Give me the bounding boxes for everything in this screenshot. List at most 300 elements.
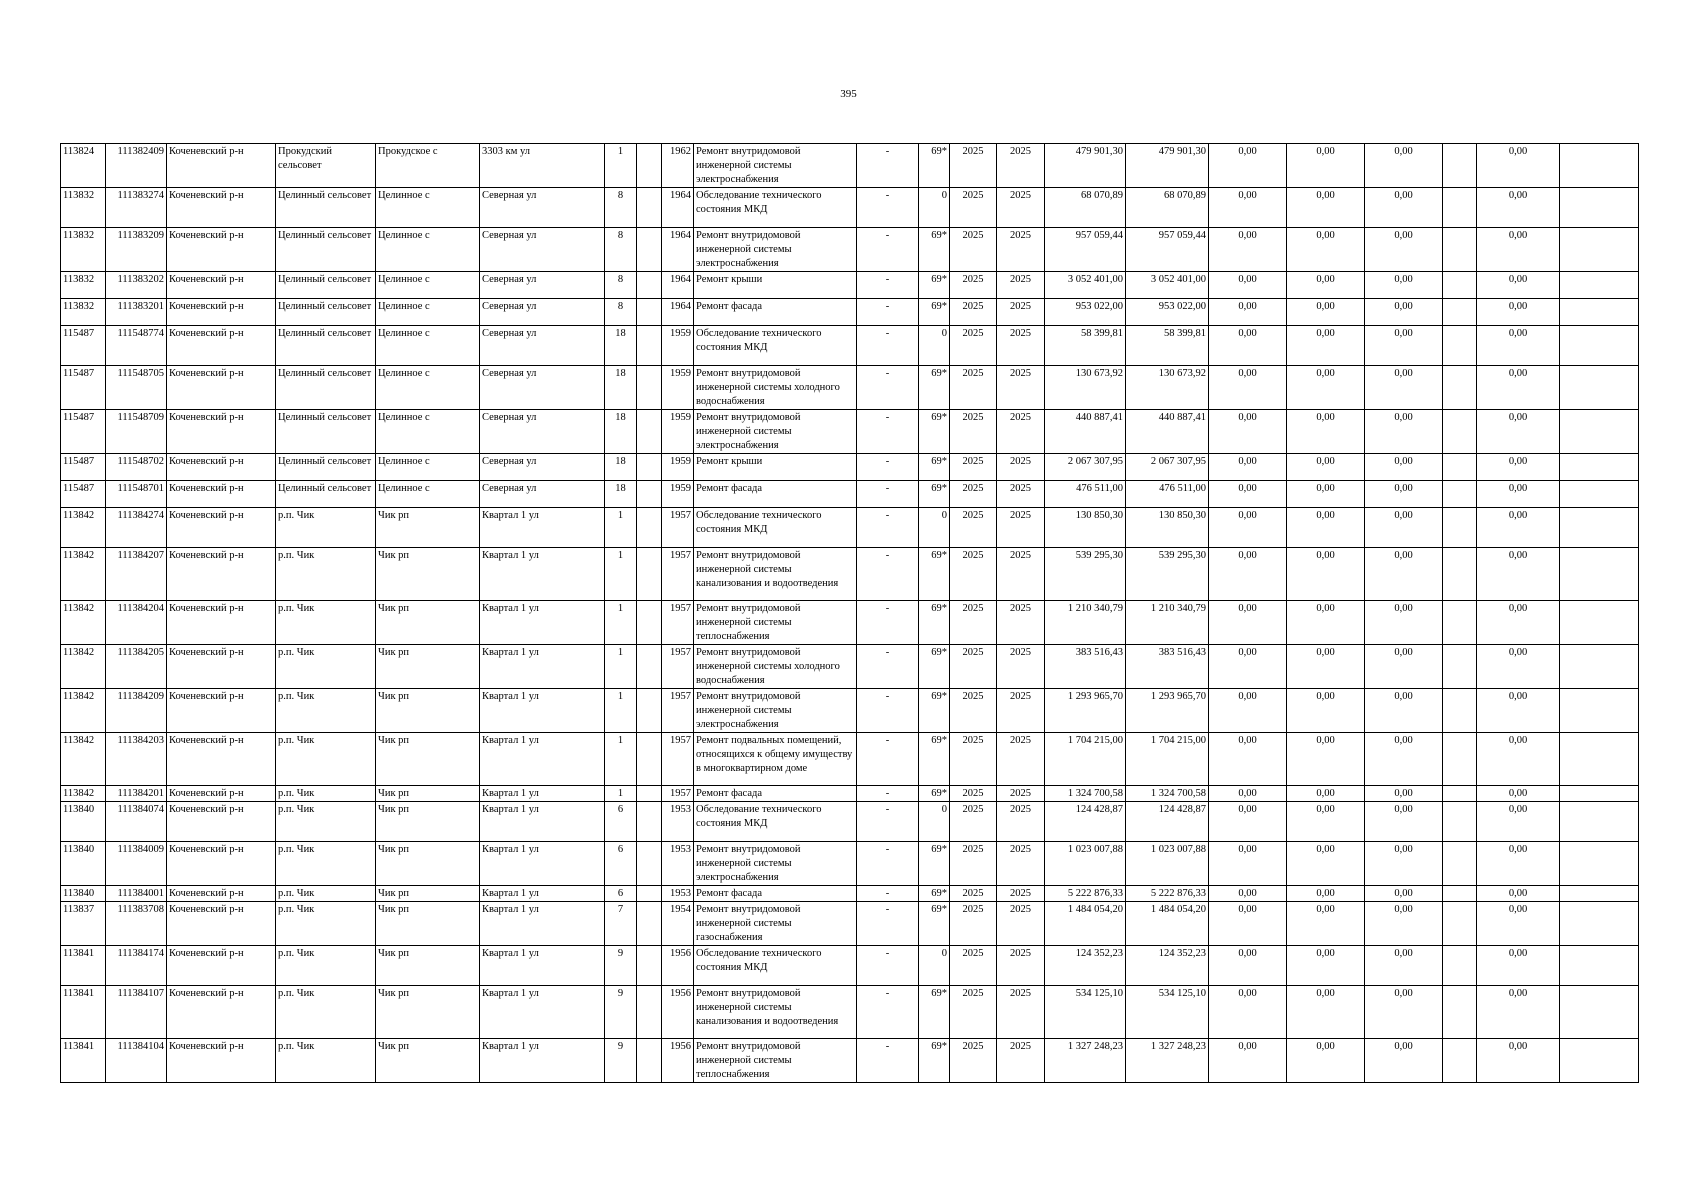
cell-col-20 — [1443, 902, 1477, 946]
cell-budget-3: 0,00 — [1365, 272, 1443, 299]
cell-district: Коченевский р-н — [167, 188, 276, 228]
table-row — [61, 326, 1639, 366]
cell-budget-3: 0,00 — [1365, 689, 1443, 733]
cell-col-20 — [1443, 410, 1477, 454]
cell-col-22 — [1560, 802, 1639, 842]
cell-district: Коченевский р-н — [167, 326, 276, 366]
cell-budget-1: 0,00 — [1209, 188, 1287, 228]
cell-col-12: 69* — [919, 299, 950, 326]
table-row — [61, 946, 1639, 986]
cell-street: 3303 км ул — [480, 144, 605, 188]
cell-fund-cost: 440 887,41 — [1126, 410, 1209, 454]
cell-total-cost: 440 887,41 — [1045, 410, 1126, 454]
cell-work-type: Ремонт внутридомовой инженерной системы канализования и водоотведения — [694, 548, 857, 601]
cell-budget-4: 0,00 — [1477, 946, 1560, 986]
cell-budget-1: 0,00 — [1209, 326, 1287, 366]
cell-budget-3: 0,00 — [1365, 1039, 1443, 1083]
cell-work-id: 111384203 — [106, 733, 167, 786]
cell-house-number: 9 — [605, 1039, 637, 1083]
cell-district: Коченевский р-н — [167, 272, 276, 299]
cell-year-built: 1957 — [662, 689, 694, 733]
cell-house-number: 9 — [605, 986, 637, 1039]
cell-budget-4: 0,00 — [1477, 1039, 1560, 1083]
cell-budget-1: 0,00 — [1209, 946, 1287, 986]
cell-col-11: - — [857, 508, 919, 548]
cell-budget-3: 0,00 — [1365, 601, 1443, 645]
cell-col-20 — [1443, 272, 1477, 299]
cell-fund-cost: 383 516,43 — [1126, 645, 1209, 689]
cell-district: Коченевский р-н — [167, 886, 276, 902]
cell-total-cost: 130 673,92 — [1045, 366, 1126, 410]
cell-street: Квартал 1 ул — [480, 786, 605, 802]
table-row — [61, 481, 1639, 508]
cell-col-11: - — [857, 481, 919, 508]
cell-house-number: 1 — [605, 144, 637, 188]
cell-end-year: 2025 — [997, 454, 1045, 481]
cell-col-12: 0 — [919, 802, 950, 842]
cell-house-number: 1 — [605, 689, 637, 733]
cell-work-type: Обследование технического состояния МКД — [694, 188, 857, 228]
cell-budget-1: 0,00 — [1209, 986, 1287, 1039]
cell-work-id: 111384204 — [106, 601, 167, 645]
cell-fund-cost: 124 352,23 — [1126, 946, 1209, 986]
cell-budget-2: 0,00 — [1287, 601, 1365, 645]
cell-house-id: 115487 — [61, 454, 106, 481]
cell-start-year: 2025 — [950, 144, 997, 188]
cell-col-11: - — [857, 188, 919, 228]
cell-col-12: 69* — [919, 144, 950, 188]
cell-street: Северная ул — [480, 272, 605, 299]
cell-total-cost: 3 052 401,00 — [1045, 272, 1126, 299]
cell-budget-2: 0,00 — [1287, 410, 1365, 454]
cell-district: Коченевский р-н — [167, 481, 276, 508]
cell-district: Коченевский р-н — [167, 689, 276, 733]
cell-municipality: Целинный сельсовет — [276, 188, 376, 228]
cell-col-12: 69* — [919, 645, 950, 689]
cell-settlement: Целинное с — [376, 454, 480, 481]
cell-street: Квартал 1 ул — [480, 601, 605, 645]
cell-district: Коченевский р-н — [167, 454, 276, 481]
cell-col-11: - — [857, 986, 919, 1039]
cell-fund-cost: 68 070,89 — [1126, 188, 1209, 228]
cell-fund-cost: 2 067 307,95 — [1126, 454, 1209, 481]
cell-building — [637, 508, 662, 548]
cell-start-year: 2025 — [950, 326, 997, 366]
table-row — [61, 902, 1639, 946]
table-row — [61, 733, 1639, 786]
cell-house-id: 115487 — [61, 326, 106, 366]
cell-year-built: 1959 — [662, 481, 694, 508]
cell-budget-2: 0,00 — [1287, 733, 1365, 786]
cell-municipality: Прокудский сельсовет — [276, 144, 376, 188]
cell-street: Квартал 1 ул — [480, 548, 605, 601]
cell-start-year: 2025 — [950, 946, 997, 986]
cell-col-11: - — [857, 548, 919, 601]
cell-budget-2: 0,00 — [1287, 366, 1365, 410]
cell-budget-1: 0,00 — [1209, 228, 1287, 272]
cell-municipality: Целинный сельсовет — [276, 326, 376, 366]
cell-col-22 — [1560, 188, 1639, 228]
cell-budget-1: 0,00 — [1209, 144, 1287, 188]
cell-col-12: 69* — [919, 733, 950, 786]
cell-work-type: Обследование технического состояния МКД — [694, 802, 857, 842]
cell-house-id: 113832 — [61, 228, 106, 272]
cell-col-11: - — [857, 645, 919, 689]
cell-settlement: Чик рп — [376, 733, 480, 786]
cell-street: Квартал 1 ул — [480, 645, 605, 689]
cell-house-id: 115487 — [61, 366, 106, 410]
cell-house-number: 8 — [605, 299, 637, 326]
cell-work-type: Ремонт внутридомовой инженерной системы теплоснабжения — [694, 1039, 857, 1083]
cell-fund-cost: 58 399,81 — [1126, 326, 1209, 366]
cell-col-11: - — [857, 454, 919, 481]
cell-fund-cost: 1 293 965,70 — [1126, 689, 1209, 733]
cell-street: Квартал 1 ул — [480, 508, 605, 548]
cell-total-cost: 68 070,89 — [1045, 188, 1126, 228]
cell-year-built: 1964 — [662, 188, 694, 228]
cell-municipality: р.п. Чик — [276, 802, 376, 842]
cell-budget-2: 0,00 — [1287, 1039, 1365, 1083]
cell-budget-4: 0,00 — [1477, 228, 1560, 272]
cell-total-cost: 1 210 340,79 — [1045, 601, 1126, 645]
cell-street: Квартал 1 ул — [480, 733, 605, 786]
cell-fund-cost: 1 327 248,23 — [1126, 1039, 1209, 1083]
cell-fund-cost: 5 222 876,33 — [1126, 886, 1209, 902]
table-row — [61, 802, 1639, 842]
table-row — [61, 786, 1639, 802]
cell-municipality: Целинный сельсовет — [276, 272, 376, 299]
table-row — [61, 601, 1639, 645]
cell-settlement: Целинное с — [376, 228, 480, 272]
cell-start-year: 2025 — [950, 188, 997, 228]
cell-settlement: Чик рп — [376, 786, 480, 802]
cell-total-cost: 1 484 054,20 — [1045, 902, 1126, 946]
cell-budget-1: 0,00 — [1209, 786, 1287, 802]
cell-total-cost: 124 352,23 — [1045, 946, 1126, 986]
cell-col-12: 0 — [919, 188, 950, 228]
cell-col-20 — [1443, 366, 1477, 410]
cell-work-type: Ремонт фасада — [694, 299, 857, 326]
cell-district: Коченевский р-н — [167, 802, 276, 842]
cell-budget-1: 0,00 — [1209, 645, 1287, 689]
cell-district: Коченевский р-н — [167, 902, 276, 946]
cell-district: Коченевский р-н — [167, 548, 276, 601]
cell-col-22 — [1560, 454, 1639, 481]
cell-building — [637, 645, 662, 689]
cell-settlement: Чик рп — [376, 886, 480, 902]
cell-house-id: 113824 — [61, 144, 106, 188]
cell-district: Коченевский р-н — [167, 786, 276, 802]
cell-budget-1: 0,00 — [1209, 299, 1287, 326]
cell-work-type: Ремонт внутридомовой инженерной системы электроснабжения — [694, 842, 857, 886]
cell-col-11: - — [857, 946, 919, 986]
cell-settlement: Чик рп — [376, 601, 480, 645]
cell-budget-4: 0,00 — [1477, 986, 1560, 1039]
cell-budget-2: 0,00 — [1287, 689, 1365, 733]
cell-house-id: 113841 — [61, 1039, 106, 1083]
cell-end-year: 2025 — [997, 410, 1045, 454]
cell-year-built: 1953 — [662, 802, 694, 842]
cell-building — [637, 886, 662, 902]
cell-col-12: 69* — [919, 1039, 950, 1083]
cell-budget-1: 0,00 — [1209, 886, 1287, 902]
cell-fund-cost: 130 850,30 — [1126, 508, 1209, 548]
cell-budget-3: 0,00 — [1365, 986, 1443, 1039]
cell-total-cost: 479 901,30 — [1045, 144, 1126, 188]
cell-street: Квартал 1 ул — [480, 902, 605, 946]
cell-house-id: 113842 — [61, 786, 106, 802]
cell-col-22 — [1560, 689, 1639, 733]
cell-work-id: 111384074 — [106, 802, 167, 842]
cell-house-number: 8 — [605, 272, 637, 299]
cell-total-cost: 1 327 248,23 — [1045, 1039, 1126, 1083]
cell-building — [637, 326, 662, 366]
cell-settlement: Целинное с — [376, 188, 480, 228]
cell-building — [637, 902, 662, 946]
cell-total-cost: 383 516,43 — [1045, 645, 1126, 689]
cell-work-id: 111383708 — [106, 902, 167, 946]
cell-work-id: 111383209 — [106, 228, 167, 272]
cell-street: Северная ул — [480, 299, 605, 326]
cell-col-22 — [1560, 481, 1639, 508]
cell-settlement: Целинное с — [376, 481, 480, 508]
cell-col-12: 69* — [919, 410, 950, 454]
cell-street: Северная ул — [480, 481, 605, 508]
cell-col-22 — [1560, 366, 1639, 410]
cell-fund-cost: 539 295,30 — [1126, 548, 1209, 601]
cell-col-20 — [1443, 689, 1477, 733]
cell-start-year: 2025 — [950, 1039, 997, 1083]
table-row — [61, 986, 1639, 1039]
cell-start-year: 2025 — [950, 410, 997, 454]
cell-year-built: 1959 — [662, 454, 694, 481]
cell-budget-1: 0,00 — [1209, 689, 1287, 733]
cell-budget-4: 0,00 — [1477, 842, 1560, 886]
cell-budget-1: 0,00 — [1209, 733, 1287, 786]
cell-house-id: 113842 — [61, 548, 106, 601]
cell-budget-4: 0,00 — [1477, 733, 1560, 786]
cell-house-number: 1 — [605, 645, 637, 689]
cell-district: Коченевский р-н — [167, 733, 276, 786]
cell-work-type: Ремонт внутридомовой инженерной системы электроснабжения — [694, 228, 857, 272]
cell-municipality: р.п. Чик — [276, 645, 376, 689]
cell-col-11: - — [857, 733, 919, 786]
table-row — [61, 188, 1639, 228]
cell-house-id: 113840 — [61, 802, 106, 842]
cell-budget-2: 0,00 — [1287, 548, 1365, 601]
cell-col-11: - — [857, 366, 919, 410]
cell-house-number: 1 — [605, 601, 637, 645]
cell-budget-3: 0,00 — [1365, 410, 1443, 454]
cell-budget-2: 0,00 — [1287, 886, 1365, 902]
cell-building — [637, 144, 662, 188]
cell-col-22 — [1560, 886, 1639, 902]
cell-col-20 — [1443, 946, 1477, 986]
cell-budget-4: 0,00 — [1477, 886, 1560, 902]
cell-year-built: 1957 — [662, 508, 694, 548]
cell-end-year: 2025 — [997, 986, 1045, 1039]
cell-end-year: 2025 — [997, 902, 1045, 946]
cell-house-number: 1 — [605, 733, 637, 786]
cell-year-built: 1964 — [662, 272, 694, 299]
table-row — [61, 508, 1639, 548]
cell-col-20 — [1443, 548, 1477, 601]
cell-house-number: 6 — [605, 802, 637, 842]
cell-house-number: 8 — [605, 228, 637, 272]
cell-district: Коченевский р-н — [167, 601, 276, 645]
cell-budget-4: 0,00 — [1477, 299, 1560, 326]
cell-work-id: 111384209 — [106, 689, 167, 733]
cell-budget-2: 0,00 — [1287, 786, 1365, 802]
cell-work-type: Обследование технического состояния МКД — [694, 508, 857, 548]
cell-house-id: 113842 — [61, 733, 106, 786]
cell-year-built: 1959 — [662, 326, 694, 366]
cell-budget-3: 0,00 — [1365, 326, 1443, 366]
cell-house-id: 113841 — [61, 986, 106, 1039]
cell-budget-3: 0,00 — [1365, 902, 1443, 946]
cell-street: Квартал 1 ул — [480, 1039, 605, 1083]
cell-work-type: Ремонт внутридомовой инженерной системы канализования и водоотведения — [694, 986, 857, 1039]
cell-work-type: Ремонт внутридомовой инженерной системы холодного водоснабжения — [694, 366, 857, 410]
cell-col-12: 69* — [919, 986, 950, 1039]
table-row — [61, 548, 1639, 601]
cell-settlement: Прокудское с — [376, 144, 480, 188]
cell-building — [637, 228, 662, 272]
cell-end-year: 2025 — [997, 272, 1045, 299]
cell-municipality: р.п. Чик — [276, 601, 376, 645]
cell-col-12: 69* — [919, 601, 950, 645]
table-row — [61, 228, 1639, 272]
cell-end-year: 2025 — [997, 326, 1045, 366]
cell-work-type: Ремонт фасада — [694, 886, 857, 902]
cell-work-type: Ремонт внутридомовой инженерной системы теплоснабжения — [694, 601, 857, 645]
cell-fund-cost: 957 059,44 — [1126, 228, 1209, 272]
cell-col-20 — [1443, 802, 1477, 842]
cell-year-built: 1953 — [662, 886, 694, 902]
cell-work-type: Ремонт подвальных помещений, относящихся к общему имуществу в многоквартирном доме — [694, 733, 857, 786]
cell-fund-cost: 476 511,00 — [1126, 481, 1209, 508]
cell-total-cost: 1 023 007,88 — [1045, 842, 1126, 886]
cell-house-number: 18 — [605, 481, 637, 508]
cell-building — [637, 366, 662, 410]
cell-end-year: 2025 — [997, 689, 1045, 733]
cell-building — [637, 481, 662, 508]
cell-col-22 — [1560, 326, 1639, 366]
cell-total-cost: 1 324 700,58 — [1045, 786, 1126, 802]
cell-municipality: р.п. Чик — [276, 508, 376, 548]
cell-budget-1: 0,00 — [1209, 366, 1287, 410]
cell-house-number: 8 — [605, 188, 637, 228]
cell-building — [637, 946, 662, 986]
cell-house-number: 18 — [605, 410, 637, 454]
cell-col-22 — [1560, 645, 1639, 689]
cell-budget-4: 0,00 — [1477, 601, 1560, 645]
cell-budget-1: 0,00 — [1209, 481, 1287, 508]
cell-work-id: 111548701 — [106, 481, 167, 508]
cell-settlement: Чик рп — [376, 902, 480, 946]
cell-work-type: Ремонт внутридомовой инженерной системы газоснабжения — [694, 902, 857, 946]
cell-col-11: - — [857, 786, 919, 802]
cell-settlement: Целинное с — [376, 272, 480, 299]
cell-col-20 — [1443, 299, 1477, 326]
cell-municipality: р.п. Чик — [276, 548, 376, 601]
cell-work-type: Ремонт внутридомовой инженерной системы электроснабжения — [694, 689, 857, 733]
cell-budget-3: 0,00 — [1365, 188, 1443, 228]
cell-house-number: 18 — [605, 366, 637, 410]
cell-house-number: 6 — [605, 842, 637, 886]
cell-work-id: 111384001 — [106, 886, 167, 902]
cell-settlement: Чик рп — [376, 802, 480, 842]
cell-work-id: 111384009 — [106, 842, 167, 886]
cell-district: Коченевский р-н — [167, 299, 276, 326]
cell-end-year: 2025 — [997, 548, 1045, 601]
cell-municipality: р.п. Чик — [276, 786, 376, 802]
table-row — [61, 842, 1639, 886]
table-row — [61, 272, 1639, 299]
cell-col-20 — [1443, 1039, 1477, 1083]
cell-work-id: 111384274 — [106, 508, 167, 548]
cell-total-cost: 5 222 876,33 — [1045, 886, 1126, 902]
table-row — [61, 454, 1639, 481]
cell-year-built: 1964 — [662, 299, 694, 326]
cell-end-year: 2025 — [997, 228, 1045, 272]
table-row — [61, 1039, 1639, 1083]
cell-budget-4: 0,00 — [1477, 481, 1560, 508]
cell-col-11: - — [857, 228, 919, 272]
cell-col-22 — [1560, 410, 1639, 454]
cell-work-id: 111384104 — [106, 1039, 167, 1083]
cell-municipality: Целинный сельсовет — [276, 299, 376, 326]
cell-budget-3: 0,00 — [1365, 228, 1443, 272]
cell-budget-3: 0,00 — [1365, 548, 1443, 601]
cell-building — [637, 188, 662, 228]
cell-col-20 — [1443, 886, 1477, 902]
cell-start-year: 2025 — [950, 733, 997, 786]
cell-budget-4: 0,00 — [1477, 326, 1560, 366]
cell-col-22 — [1560, 946, 1639, 986]
cell-end-year: 2025 — [997, 802, 1045, 842]
cell-col-11: - — [857, 326, 919, 366]
cell-budget-2: 0,00 — [1287, 902, 1365, 946]
cell-settlement: Чик рп — [376, 689, 480, 733]
cell-budget-4: 0,00 — [1477, 548, 1560, 601]
cell-start-year: 2025 — [950, 786, 997, 802]
cell-settlement: Целинное с — [376, 410, 480, 454]
cell-col-11: - — [857, 299, 919, 326]
cell-work-id: 111548705 — [106, 366, 167, 410]
cell-budget-3: 0,00 — [1365, 946, 1443, 986]
cell-col-20 — [1443, 733, 1477, 786]
cell-col-11: - — [857, 410, 919, 454]
cell-house-id: 115487 — [61, 481, 106, 508]
cell-end-year: 2025 — [997, 786, 1045, 802]
table-row — [61, 886, 1639, 902]
cell-end-year: 2025 — [997, 842, 1045, 886]
cell-work-type: Ремонт крыши — [694, 454, 857, 481]
cell-year-built: 1957 — [662, 733, 694, 786]
cell-street: Квартал 1 ул — [480, 689, 605, 733]
cell-building — [637, 802, 662, 842]
cell-budget-2: 0,00 — [1287, 645, 1365, 689]
cell-total-cost: 124 428,87 — [1045, 802, 1126, 842]
cell-budget-3: 0,00 — [1365, 481, 1443, 508]
cell-start-year: 2025 — [950, 689, 997, 733]
cell-budget-3: 0,00 — [1365, 366, 1443, 410]
cell-settlement: Чик рп — [376, 1039, 480, 1083]
cell-municipality: р.п. Чик — [276, 689, 376, 733]
cell-year-built: 1957 — [662, 645, 694, 689]
cell-total-cost: 2 067 307,95 — [1045, 454, 1126, 481]
